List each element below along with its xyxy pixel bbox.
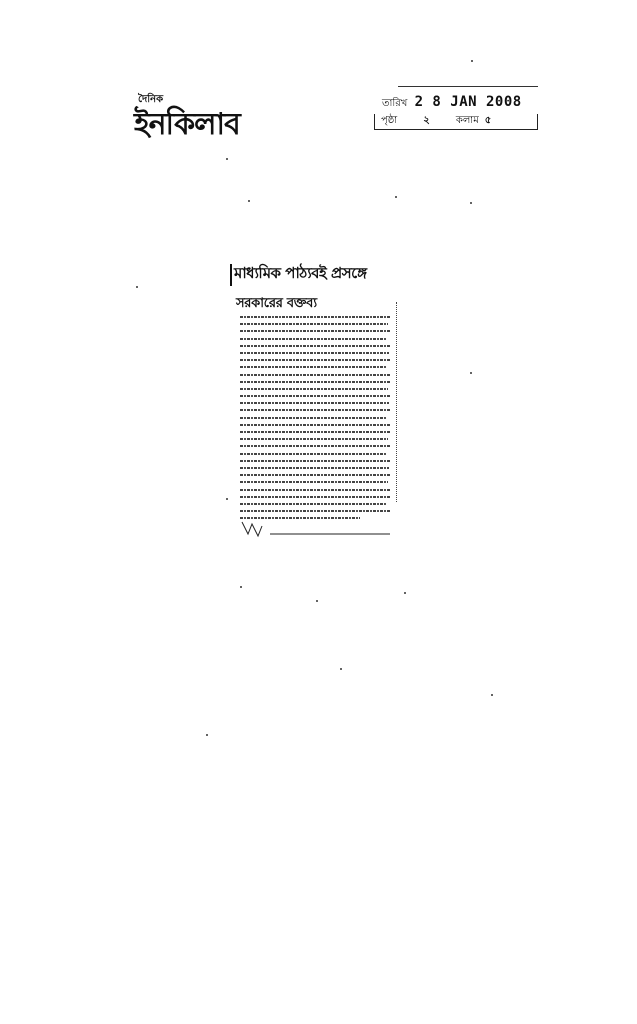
page-speck (240, 586, 242, 588)
stamp-page-row (374, 114, 538, 130)
clipping-torn-edge (388, 302, 397, 502)
page-speck (248, 200, 250, 202)
clipping-subhead: সরকারের বক্তব্য (236, 296, 317, 311)
page-speck (136, 286, 138, 288)
page-speck (340, 668, 342, 670)
stamp-border-top (398, 86, 538, 87)
news-clipping (228, 262, 398, 544)
page-speck (206, 734, 208, 736)
stamp-date-row (382, 94, 522, 113)
newspaper-masthead (134, 92, 264, 144)
stamp-page-value: ২ (423, 115, 430, 126)
masthead-prefix: দৈনিক (138, 94, 164, 105)
masthead-title: ইনকিলাব (134, 107, 240, 142)
headline-bracket (230, 264, 236, 286)
stamp-date-label: তারিখ (382, 98, 408, 109)
clipping-bottom-scrawl (240, 520, 390, 540)
page-speck (226, 158, 228, 160)
page-speck (471, 60, 473, 62)
page-speck (395, 196, 397, 198)
page-speck (316, 600, 318, 602)
stamp-column-value: ৫ (484, 115, 492, 126)
stamp-date-value: 2 8 JAN 2008 (414, 94, 522, 110)
date-stamp (370, 88, 542, 132)
page-speck (470, 202, 472, 204)
page-speck (470, 372, 472, 374)
stamp-page-label: পৃষ্ঠা (381, 115, 398, 126)
stamp-column-label: কলাম (455, 115, 479, 126)
page-speck (226, 498, 228, 500)
page-speck (404, 592, 406, 594)
clipping-headline-wrap (234, 262, 396, 287)
page-speck (491, 694, 493, 696)
clipping-body-text (240, 316, 390, 524)
clipping-headline: মাধ্যমিক পাঠ্যবই প্রসঙ্গে (234, 264, 367, 282)
